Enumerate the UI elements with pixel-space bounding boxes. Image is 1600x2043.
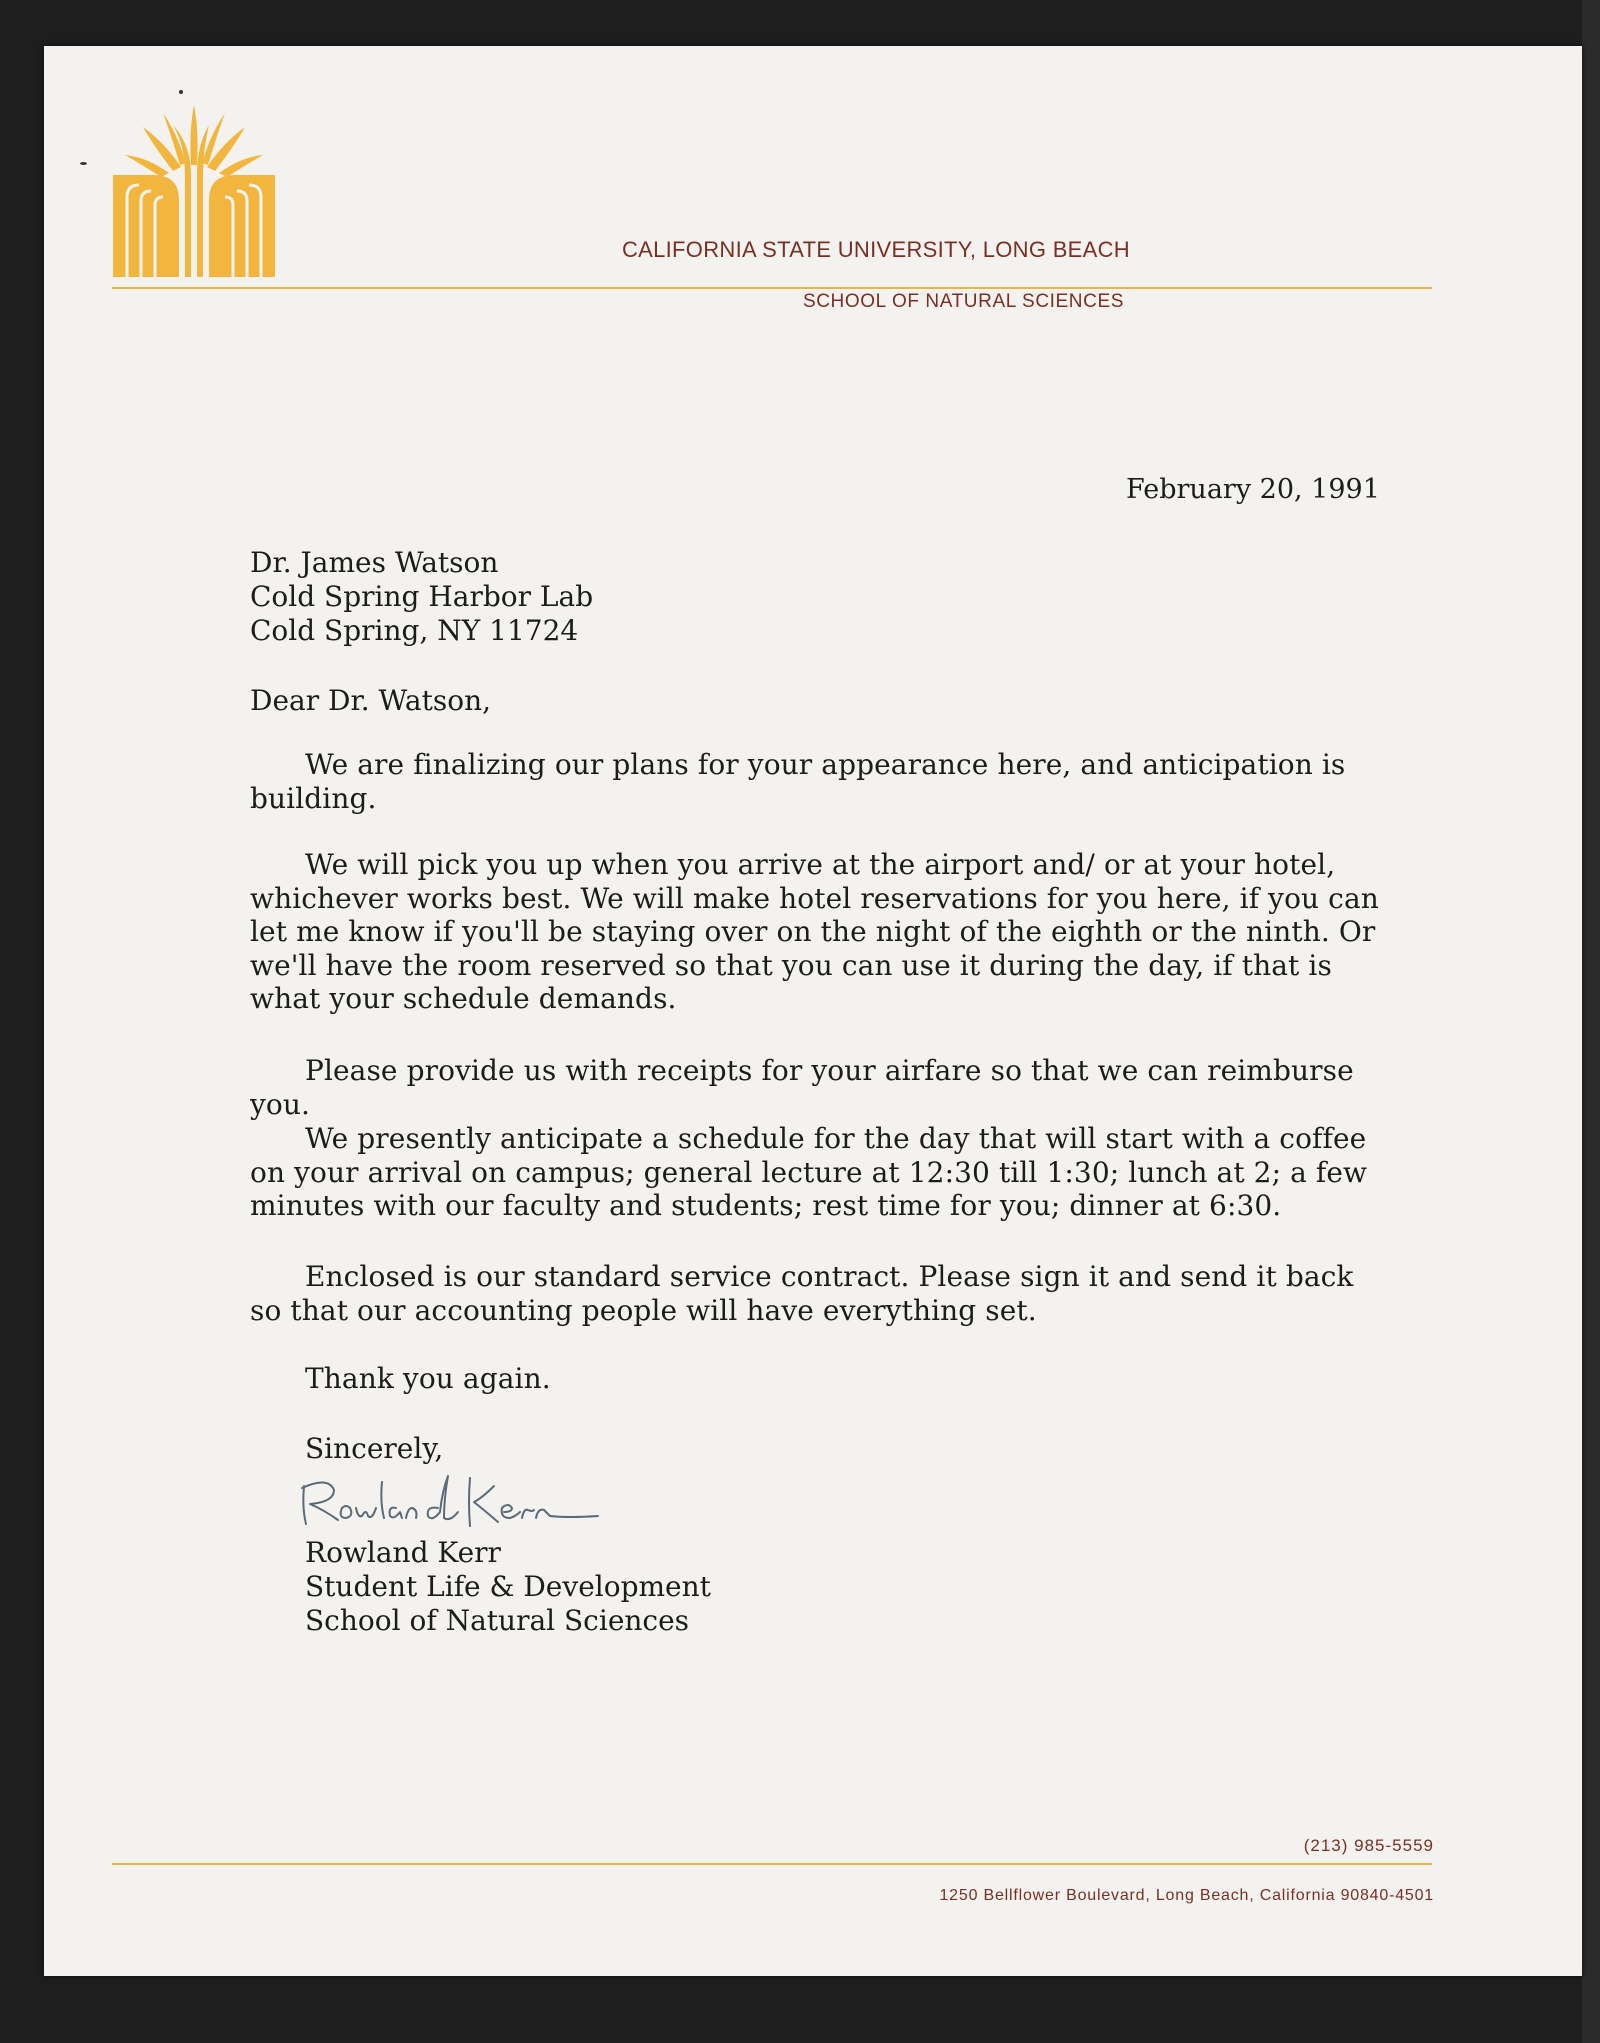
footer-address: 1250 Bellflower Boulevard, Long Beach, California 90840-4501 xyxy=(939,1887,1434,1904)
paper-speck xyxy=(179,90,183,94)
recipient-city: Cold Spring, NY 11724 xyxy=(250,614,579,647)
body-paragraph: Thank you again. xyxy=(305,1362,551,1395)
signer-department: School of Natural Sciences xyxy=(305,1604,690,1637)
signer-name: Rowland Kerr xyxy=(305,1536,501,1569)
csulb-sunburst-logo-icon xyxy=(113,105,275,277)
school-name: SCHOOL OF NATURAL SCIENCES xyxy=(802,291,1124,312)
signer-block xyxy=(305,1536,711,1638)
body-paragraph: Enclosed is our standard service contract. Please sign it and send it back so that our accounting people will have everything set. xyxy=(250,1260,1354,1327)
body-paragraph: We presently anticipate a schedule for the day that will start with a coffee on your arrival on campus; general lecture at 12:30 till 1:30; lunch at 2; a few minutes with our faculty and students; rest time for you; dinner at 6:30. xyxy=(250,1122,1368,1222)
body-paragraph: We will pick you up when you arrive at the airport and/ or at your hotel, whichever works best. We will make hotel reservations for you here, if you can let me know if you'll be staying over on the night of the eighth or the ninth. Or we'll have the room reserved so that you can use it during the day, if that is what your schedule demands. xyxy=(250,848,1379,1015)
body-paragraph: Please provide us with receipts for your airfare so that we can reimburse you. xyxy=(250,1054,1354,1121)
recipient-name: Dr. James Watson xyxy=(250,546,499,579)
background-board xyxy=(1582,0,1600,2043)
recipient-organization: Cold Spring Harbor Lab xyxy=(250,580,594,613)
letterhead-rule xyxy=(112,287,1432,289)
paper-speck xyxy=(80,162,87,165)
handwritten-signature xyxy=(298,1468,658,1534)
salutation: Dear Dr. Watson, xyxy=(250,684,492,717)
university-name: CALIFORNIA STATE UNIVERSITY, LONG BEACH xyxy=(621,237,1130,262)
body-paragraph: We are finalizing our plans for your appearance here, and anticipation is building. xyxy=(250,748,1346,815)
recipient-address xyxy=(250,546,593,648)
footer-rule xyxy=(112,1863,1432,1865)
closing: Sincerely, xyxy=(305,1432,444,1465)
letter-date: February 20, 1991 xyxy=(1126,474,1380,505)
footer-phone: (213) 985-5559 xyxy=(1303,1836,1434,1855)
signer-title: Student Life & Development xyxy=(305,1570,711,1603)
